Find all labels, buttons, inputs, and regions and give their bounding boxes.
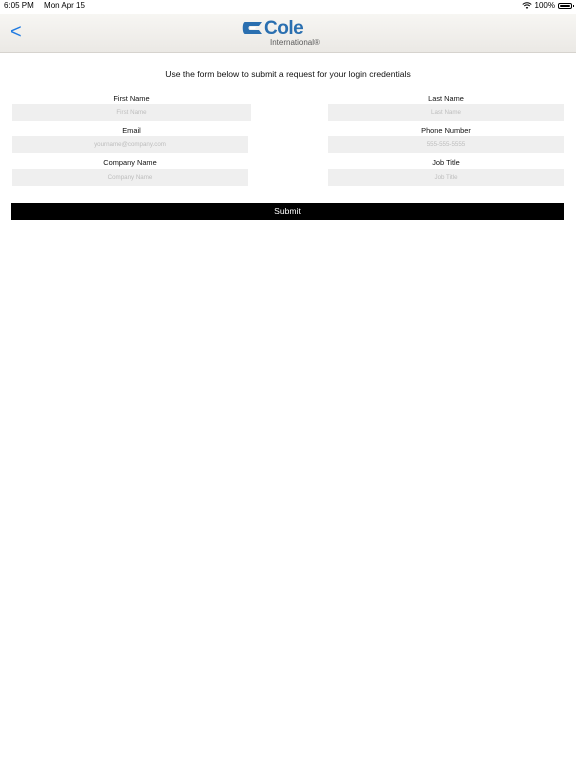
email-label: Email — [122, 126, 141, 135]
company-name-label: Company Name — [103, 158, 157, 167]
status-date: Mon Apr 15 — [44, 1, 85, 10]
phone-number-field[interactable] — [328, 136, 564, 153]
job-title-label: Job Title — [432, 158, 460, 167]
status-time: 6:05 PM — [4, 1, 34, 10]
phone-number-label: Phone Number — [421, 126, 471, 135]
first-name-field[interactable] — [12, 104, 251, 121]
status-right — [522, 0, 572, 12]
wifi-icon — [522, 2, 532, 10]
battery-percent: 100% — [534, 1, 555, 10]
back-button[interactable]: < — [10, 21, 22, 43]
form-intro-text: Use the form below to submit a request for your login credentials — [165, 69, 411, 79]
email-field[interactable] — [12, 136, 248, 153]
logo-word: Cole — [264, 18, 304, 39]
first-name-label: First Name — [113, 94, 150, 103]
status-bar — [0, 0, 576, 14]
logo-subtitle: International® — [270, 38, 320, 47]
submit-button[interactable]: Submit — [11, 203, 564, 220]
logo-mark-icon — [242, 21, 264, 35]
last-name-label: Last Name — [428, 94, 464, 103]
cole-international-logo — [242, 19, 332, 49]
navigation-bar — [0, 14, 576, 53]
last-name-field[interactable] — [328, 104, 564, 121]
job-title-field[interactable] — [328, 169, 564, 186]
status-left — [4, 0, 93, 12]
battery-icon — [558, 3, 572, 9]
company-name-field[interactable] — [12, 169, 248, 186]
